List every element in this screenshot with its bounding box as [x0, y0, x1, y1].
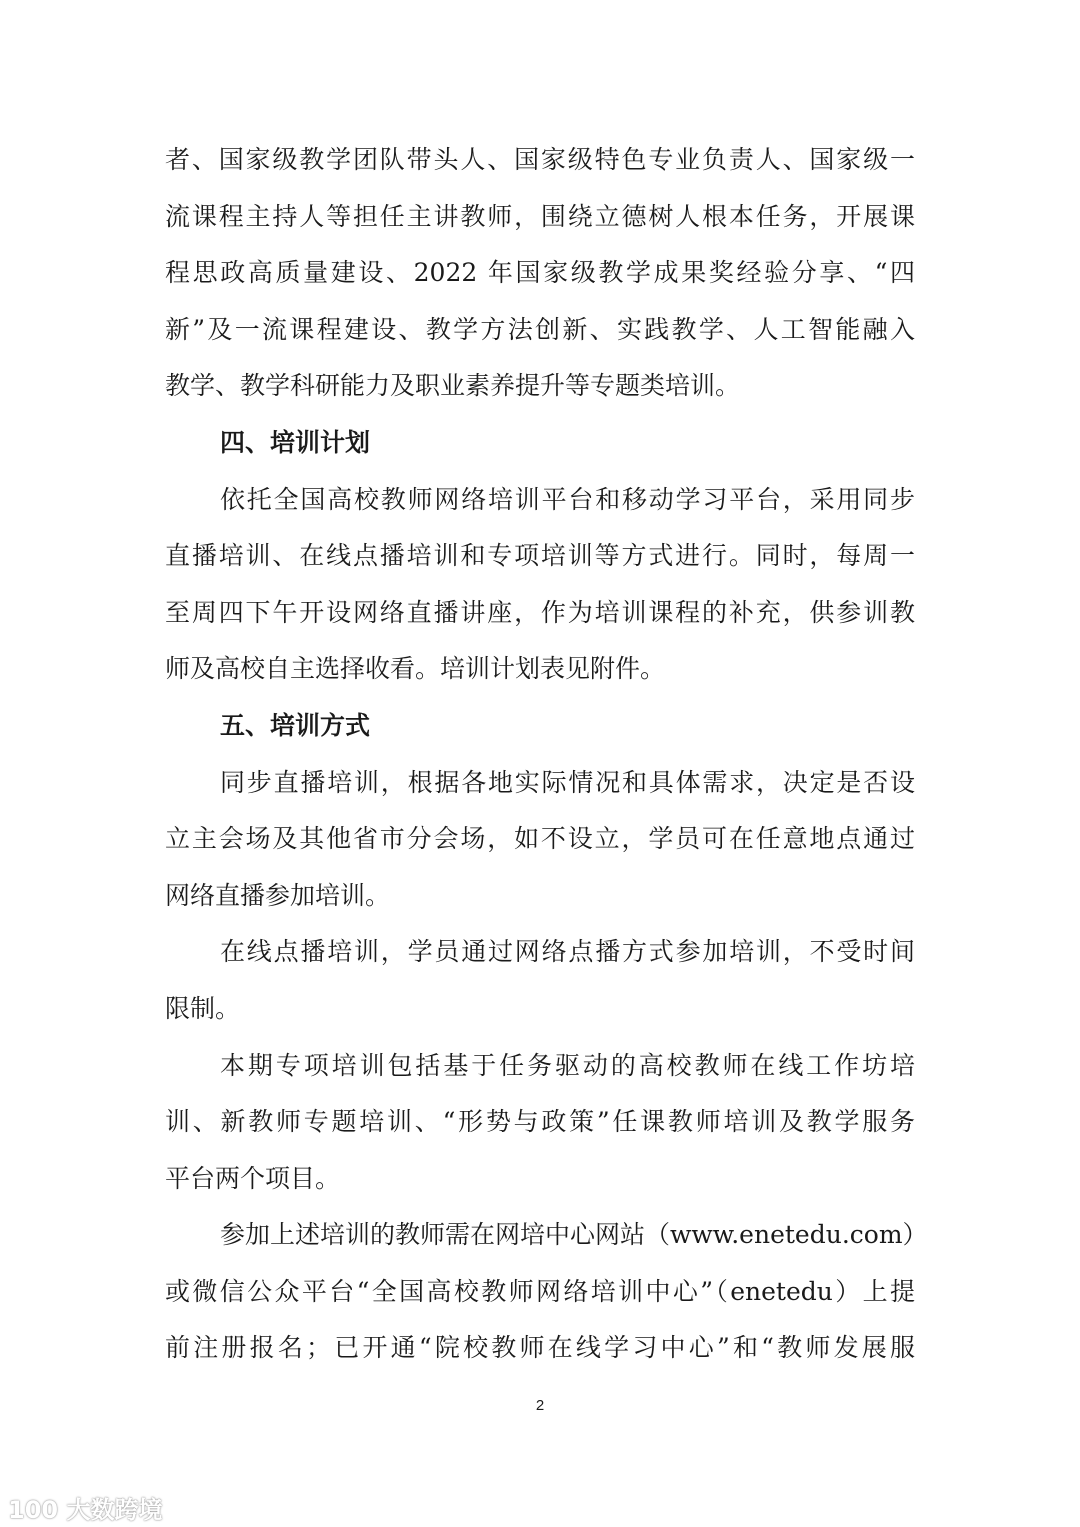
text-line: 同步直播培训，根据各地实际情况和具体需求，决定是否设 [220, 767, 915, 797]
text-line: 或微信公众平台“全国高校教师网络培训中心”（enetedu）上提 [165, 1276, 915, 1306]
text-line: 前注册报名；已开通“院校教师在线学习中心”和“教师发展服 [165, 1333, 915, 1363]
text-line: 训、新教师专题培训、“形势与政策”任课教师培训及教学服务 [165, 1107, 915, 1137]
watermark-logo: 100 大数跨境 [8, 1496, 163, 1524]
text-line: 程思政高质量建设、2022 年国家级教学成果奖经验分享、“四 [165, 258, 915, 288]
text-line: 直播培训、在线点播培训和专项培训等方式进行。同时，每周一 [165, 541, 915, 571]
document-body [165, 132, 928, 1377]
text-line: 新”及一流课程建设、教学方法创新、实践教学、人工智能融入 [165, 314, 915, 344]
text-line: 立主会场及其他省市分会场，如不设立，学员可在任意地点通过 [165, 824, 915, 854]
text-line: 平台两个项目。 [165, 1163, 341, 1193]
text-line: 者、国家级教学团队带头人、国家级特色专业负责人、国家级一 [165, 145, 915, 174]
text-line: 网络直播参加培训。 [165, 880, 391, 910]
text-line: 在线点播培训，学员通过网络点播方式参加培训，不受时间 [220, 937, 915, 967]
text-line: 至周四下午开设网络直播讲座，作为培训课程的补充，供参训教 [165, 597, 915, 627]
text-line: 依托全国高校教师网络培训平台和移动学习平台，采用同步 [220, 484, 915, 514]
text-line: 师及高校自主选择收看。培训计划表见附件。 [165, 654, 666, 684]
text-line: 本期专项培训包括基于任务驱动的高校教师在线工作坊培 [220, 1050, 915, 1080]
text-line: 限制。 [165, 993, 241, 1023]
section-heading: 四、培训计划 [220, 427, 371, 457]
section-heading: 五、培训方式 [220, 710, 371, 740]
text-line: 流课程主持人等担任主讲教师，围绕立德树人根本任务，开展课 [165, 201, 915, 231]
text-line: 教学、教学科研能力及职业素养提升等专题类培训。 [165, 371, 741, 401]
text-line: 参加上述培训的教师需在网培中心网站（www.enetedu.com） [220, 1220, 928, 1250]
page-number: 2 [535, 1397, 545, 1414]
